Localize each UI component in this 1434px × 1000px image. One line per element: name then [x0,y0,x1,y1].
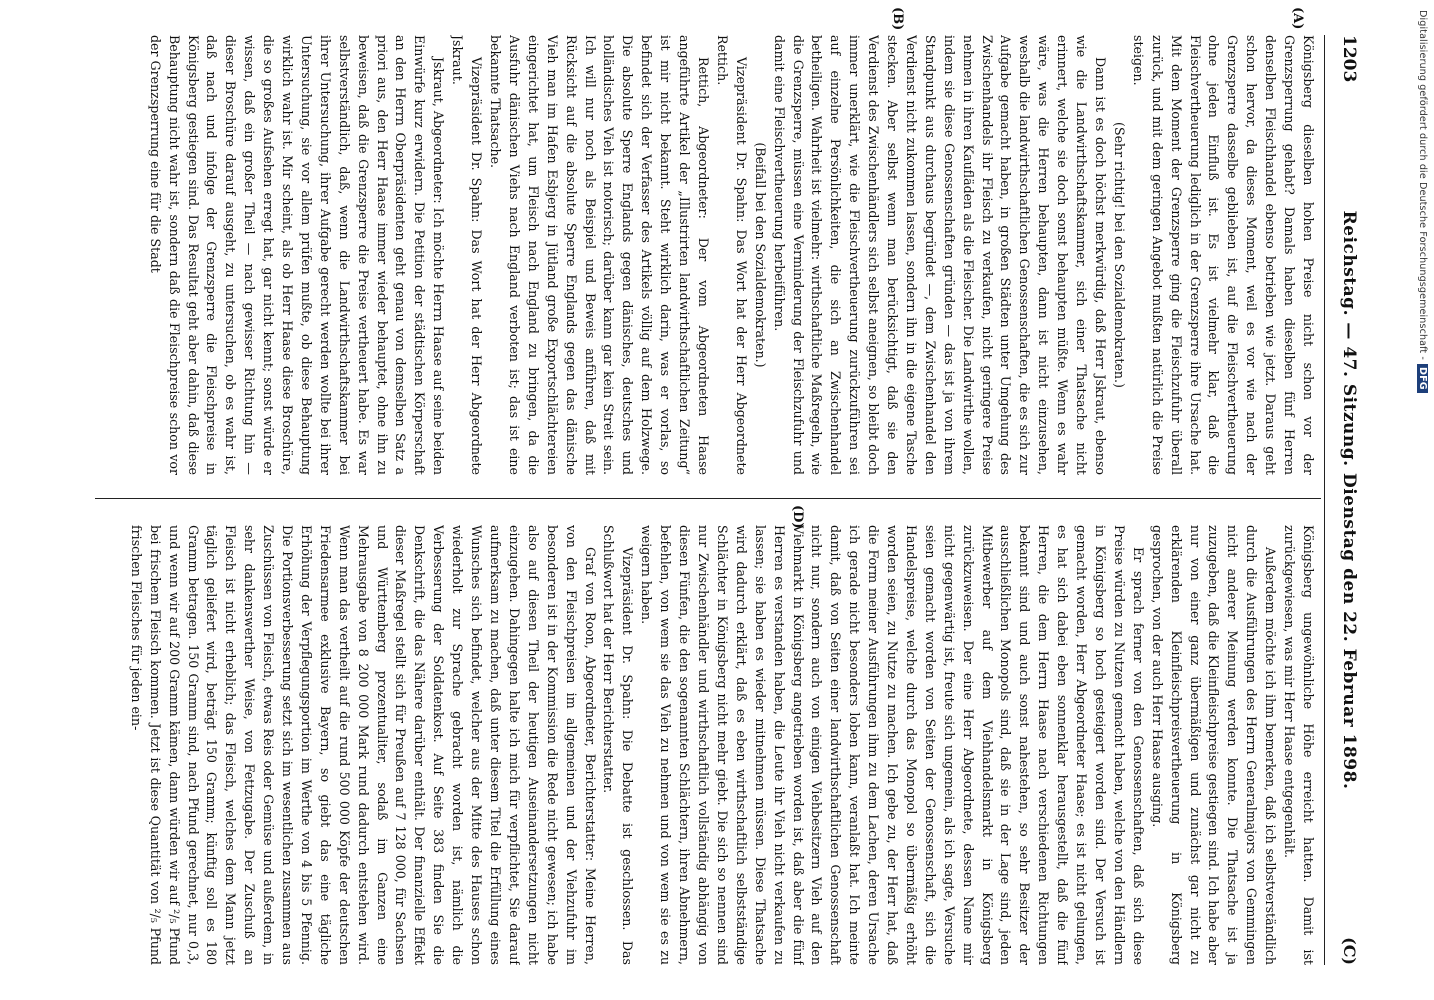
section-mark-c: (C) [1340,937,1359,965]
paragraph: Graf von Roon, Abgeordneter, Berichterstatter: Meine Herren, von den Fleischpreisen im allgemeinen und der Viehzufuhr im besonderen ist in der Kommission die Rede nicht gewesen; ich habe also auf diesen Theil der heutigen Auseinandersetzungen nicht einzugehen. Dahingegen halte ich mich für verpflichtet, Sie darauf aufmerksam zu machen, daß unter diesem Titel die Erfüllung eines Wunsches sich befindet, welcher aus der Mitte des Hauses schon wiederholt zur Sprache gebracht worden ist, nämlich die Verbesserung der Soldatenkost. Auf Seite 383 finden Sie die Denkschrift, die das Nähere darüber enthält. Der finanzielle Effekt dieser Maßregel stellt sich für Preußen auf 7 128 000, für Sachsen und Württemberg prozentualiter, sodaß im Ganzen eine Mehrausgabe von 8 200 000 Mark rund dadurch entstehen wird. Wenn man das vertheilt auf die rund 500 000 Köpfe der deutschen Friedensarmee exklusive Bayern, so giebt das eine tägliche Erhöhung der Verpflegungsportion im Werthe von 4 bis 5 Pfennig. Die Portionsverbesserung setzt sich im wesentlichen zusammen aus Zuschüssen von Fleisch, etwas Reis oder Gemüse und außerdem, in sehr dankenswerther Weise, von Fettzugabe. Der Zuschuß an Fleisch ist nicht erheblich; das Fleisch, welches dem Mann jetzt täglich geliefert wird, beträgt 150 Gramm; künftig soll es 180 Gramm betragen. 150 Gramm sind, nach Pfund gerechnet, nur 0,3, und wenn wir auf 200 Gramm kämen, dann würden wir auf ²/₅ Pfund bei frischem Fleisch kommen. Jetzt ist diese Quantität von ²/₅ Pfund frischen Fleisches für jeden ein- [128,525,598,965]
interjection: (Beifall bei den Sozialdemokraten.) [752,142,768,368]
paragraph: Königsberg dieselben hohen Preise nicht schon vor der Grenzsperrung gehabt? Damals haben dieselben fünf Herren denselben Fleischhandel ebenso betrieben wie jetzt. Daraus geht schon hervor, da dieses Moment, weil es vor wie nach der Grenzsperre dasselbe geblieben ist, auf die Fleischvertheuerung ohne jeden Einfluß ist. Es ist vielmehr klar, daß die Fleischvertheuerung lediglich in der Grenzsperre ihre Ursache hat. Mit dem Moment der Grenzsperre ging die Fleischzufuhr überall zurück, und mit dem geringen Angebot mußten natürlich die Preise steigen. [1130,35,1316,475]
digitization-credit: Digitalisierung gefördert durch die Deutsche Forschungsgemeinschaft - [1417,10,1428,360]
column-divider [95,498,1321,499]
paragraph: Dann ist es doch höchst merkwürdig, daß Herr Jskraut, ebenso wie die Landwirthschaftskammer, sich einer Thatsache nicht erinnert, welche sie doch sonst behaupten müßte. Wenn es wahr wäre, was die Herren behaupten, dann ist nicht einzusehen, weshalb die landwirthschaftlichen Genossenschaften, die es sich zur Aufgabe gemacht haben, in großen Städten unter Umgehung des Zwischenhandels ihr Fleisch zu verkaufen, nicht geringere Preise nehmen in ihren Kaufläden als die Fleischer. Die Landwirthe wollen, indem sie diese Genossenschaften gründen — das ist ja von ihrem Standpunkt aus durchaus begründet —, dem Zwischenhandel den Verdienst nicht zukommen lassen, sondern ihn in die eigene Tasche stecken. Aber selbst wenn man berücksichtigt, daß sie den Verdienst des Zwischenhändlers sich selbst aneignen, so bleibt doch immer unerklärt, wie die Fleischvertheuerung zurückzuführen sei auf einzelne Persönlichkeiten, die sich an Zwischenhandel betheiligen. Wahrheit ist vielmehr: wirthschaftliche Maßregeln, wie die Grenzsperre, müssen eine Verminderung der Fleischzufuhr und damit eine Fleischvertheuerung herbeiführen. [771,35,1109,475]
left-column [95,35,1317,475]
paragraph: Er sprach ferner von den Genossenschaften, daß sich diese Preise würden zu Nutzen gemacht haben, welche von den Händlern in Königsberg so hoch gesteigert worden sind. Der Versuch ist gemacht worden, Herr Abgeordneter Haase; es ist nicht gelungen, es hat sich dabei eben sonnenklar herausgestellt, daß die fünf Herren, die dem Herrn Haase nach verschiedenen Richtungen bekannt sind und auch sonst nahestehen, so sehr Besitzer der ausschließlichen Monopols sind, daß sie in der Lage sind, jeden Mitbewerber auf dem Viehhandelsmarkt in Königsberg zurückzuweisen. Der eine Herr Abgeordnete, dessen Name mir nicht gegenwärtig ist, freute sich ungemein, als ich sagte, Versuche seien gemacht worden von Seiten der Genossenschaft, sich die Handelspreise, welche durch das Monopol so übermäßig erhöht worden seien, zu Nutze zu machen. Ich gebe zu, der Herr hat, daß die Form meiner Ausführungen ihm zu dem Lachen, deren Ursache ich gerade nicht besonders loben kann, veranlaßt hat. Ich meinte damit, daß von Seiten einer landwirthschaftlichen Genossenschaft nicht nur, sondern auch von einigen Viehbesitzern Vieh auf den Viehmarkt in Königsberg angetrieben worden ist, daß aber die fünf Herren es verstanden haben, die Leute ihr Vieh nicht verkaufen zu lassen; sie haben es wieder mitnehmen müssen. Diese Thatsache wird dadurch erklärt, daß es eben wirthschaftlich selbstständige Schlächter in Königsberg nicht mehr giebt. Die sich so nennen sind nur Zwischenhändler und wirthschaftlich vollständig abhängig von diesen Fünfen, die den sogenannten Schlächtern, ihren Abnehmern, befehlen, von wem sie das Vieh zu nehmen und von wem sie es zu weigern haben. [639,525,1146,965]
page-header [1324,35,1365,965]
paragraph: Rettich, Abgeordneter: Der vom Abgeordneten Haase angeführte Artikel der „Illustrirten landwirthschaftlichen Zeitung“ ist mir nicht bekannt. Steht wirklich darin, was er vorlas, so befindet sich der Verfasser des Artikels völlig auf dem Holzwege. Die absolute Sperre Englands gegen dänisches, deutsches und holländisches Vieh ist notorisch; darüber kann gar kein Streit sein. Ich will nur noch als Beispiel und Beweis anführen, daß mit Rücksicht auf die absolute Sperre Englands gegen das dänische Vieh man im Hafen Esbjerg in Jütland große Exportschlächtereien eingerichtet hat, um Fleisch nach England zu bringen, da die Ausfuhr dänischen Viehs nach England verboten ist; das ist eine bekannte Thatsache. [488,35,711,475]
speaker-announcement: Vizepräsident Dr. Spahn: Das Wort hat der Herr Abgeordnete Rettich. [714,35,749,475]
section-mark-b: (B) [890,7,905,31]
document-page [95,7,1365,965]
section-mark-d: (D) [790,505,805,529]
page-number: 1203 [1339,35,1359,83]
paragraph: Außerdem möchte ich ihm bemerken, daß ich selbstverständlich durch die Ausführungen des Herrn Generalmajors von Gemmingen nicht anderer Meinung werden konnte. Die Thatsache ist ja zuzugeben, daß die Kleinfleischpreise gestiegen sind. Ich habe aber nur von einer ganz übermäßigen und zunächst gar nicht zu erklärenden Kleinfleischpreisvertheuerung in Königsberg gesprochen, von der auch Herr Haase ausging. [1149,525,1279,965]
right-column [95,525,1317,965]
digitization-note [1412,10,1430,990]
paragraph: Jskraut, Abgeordneter: Ich möchte Herrn Haase auf seine beiden Einwürfe kurz erwidern. Die Petition der städtischen Körperschaft an den Herrn Oberpräsidenten geht genau von demselben Satz a priori aus, den Herr Haase immer wieder behauptet, ohne ihn zu beweisen, daß die Grenzsperre die Preise vertheuert habe. Es war selbstverständlich, daß, wenn die Landwirthschaftskammer bei ihrer Untersuchung, ihrer Aufgabe gerecht werden wollte bei ihrer Untersuchung, sie vor allem prüfen mußte, ob diese Behauptung wirklich wahr ist. Mir scheint, als ob Herr Haase diese Broschüre, die so großes Aufsehen erregt hat, gar nicht kennt; sonst würde er wissen, daß ein großer Theil — nach gewisser Richtung hin — dieser Broschüre darauf ausgeht, zu untersuchen, ob es wahr ist, daß nach und infolge der Grenzsperre die Fleischpreise in Königsberg gestiegen sind. Das Resultat geht aber dahin, daß diese Behauptung nicht wahr ist, sondern daß die Fleischpreise schon vor der Grenzsperrung eine für die Stadt [147,35,447,475]
speaker-announcement: Vizepräsident Dr. Spahn: Die Debatte ist geschlossen. Das Schlußwort hat der Herr Berichterstatter. [601,525,636,965]
paragraph: Königsberg ungewöhnliche Höhe erreicht hatten. Damit ist zurückgewiesen, was mir Herr Haase entgegenhält. [1282,525,1316,965]
dfg-logo: DFG [1417,364,1428,393]
section-mark-a: (A) [1290,7,1305,30]
interjection: (Sehr richtig! bei den Sozialdemokraten.) [1111,122,1127,388]
running-title: Reichstag. — 47. Sitzung. Dienstag den 22. Februar 1898. [1339,210,1359,790]
speaker-announcement: Vizepräsident Dr. Spahn: Das Wort hat der Herr Abgeordnete Jskraut. [450,35,485,475]
